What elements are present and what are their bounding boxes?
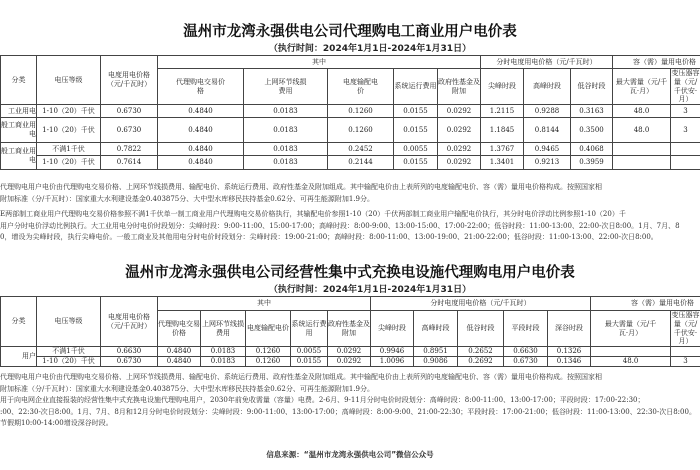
value-cell	[591, 347, 671, 357]
value-cell: 0.0055	[291, 347, 328, 357]
voltage-cell: 不满1千伏	[37, 347, 101, 357]
value-cell: 48.0	[613, 105, 671, 118]
header-transmission: 电度输配电价	[328, 69, 394, 105]
note-line: 用户分时电价浮动比例执行。大工业用电分时电价时段划分：尖峰时段：9:00-11:00、15:00-17:00；高峰时段：8:00-9:00、13:00-15:00、17:00-22:00；低谷时段：11:00-13:00、22:00-次日8:00。1月、7月、8	[0, 221, 680, 230]
value-cell: 0.7822	[101, 143, 158, 156]
value-cell: 0.0155	[394, 105, 438, 118]
header-of-which: 其中	[158, 56, 481, 69]
header-tou: 分时电度用电价格（元/千瓦时）	[371, 297, 591, 311]
value-cell: 0.0292	[438, 143, 481, 156]
voltage-cell: 1-10（20）千伏	[37, 356, 101, 366]
value-cell	[613, 143, 671, 156]
value-cell: 0.9086	[414, 356, 458, 366]
header-voltage: 电压等级	[37, 56, 101, 105]
value-cell: 0.0183	[244, 143, 328, 156]
table-row	[1, 118, 700, 143]
header-flat: 平段时段	[504, 311, 548, 347]
header-peak: 尖峰时段	[481, 69, 524, 105]
value-cell: 0.0292	[328, 356, 371, 366]
header-capacity: 容（需）量用电价格	[613, 56, 700, 69]
table-row	[1, 356, 700, 366]
value-cell: 0.9946	[371, 347, 414, 357]
table2-title: 温州市龙湾永强供电公司经营性集中式充换电设施代理购电用户电价表	[125, 265, 575, 281]
value-cell: 0.6730	[101, 356, 158, 366]
value-cell: 0.0292	[438, 118, 481, 143]
value-cell: 0.0155	[394, 156, 438, 170]
value-cell: 3	[671, 105, 700, 118]
value-cell: 0.0292	[328, 347, 371, 357]
value-cell: 0.2144	[328, 156, 394, 170]
header-deep: 深谷时段	[548, 311, 591, 347]
value-cell: 1.2115	[481, 105, 524, 118]
header-high: 高峰时段	[414, 311, 458, 347]
value-cell: 0.2452	[328, 143, 394, 156]
category-cell: 工业用电	[1, 105, 37, 118]
voltage-cell: 1-10（20）千伏	[37, 105, 101, 118]
voltage-cell: 不满1千伏	[37, 143, 101, 156]
table-row	[1, 156, 700, 170]
header-of-which: 其中	[158, 297, 371, 311]
header-system: 系统运行费用	[394, 69, 438, 105]
note-line: 附加标准（分/千瓦时）：国家重大水利建设基金0.403875分、大中型水库移民扶持基金0.62分、可再生能源附加1.9分。	[0, 194, 374, 203]
value-cell: 0.4840	[158, 156, 244, 170]
value-cell: 1.1845	[481, 118, 524, 143]
note-line: 节假期10:00-14:00增设深谷时段。	[0, 419, 113, 427]
table1-period: （执行时间：2024年1月1日-2024年1月31日）	[268, 44, 472, 54]
header-voltage: 电压等级	[37, 297, 101, 347]
value-cell: 0.1260	[328, 105, 394, 118]
value-cell	[671, 347, 700, 357]
value-cell: 0.8951	[414, 347, 458, 357]
value-cell	[613, 156, 671, 170]
value-cell: 0.4840	[158, 347, 201, 357]
header-transformer: 变压器容量（元/千伏安·月）	[671, 311, 700, 346]
table-row	[1, 143, 700, 156]
header-max-demand: 最大需量（元/千瓦·月）	[591, 311, 671, 347]
header-tou: 分时电度用电价格（元/千瓦时）	[481, 56, 613, 69]
header-price: 电度用电价格（元/千瓦时）	[101, 297, 158, 347]
value-cell: 0.9465	[524, 143, 571, 156]
value-cell: 0.0183	[244, 156, 328, 170]
voltage-cell: 1-10（20）千伏	[37, 118, 101, 143]
value-cell: 0.0183	[244, 105, 328, 118]
header-peak: 尖峰时段	[371, 311, 414, 347]
value-cell: 0.4068	[571, 143, 613, 156]
table2-price-table	[0, 296, 700, 367]
value-cell: 0.6630	[504, 347, 548, 357]
table1-price-table	[0, 55, 700, 170]
value-cell: 0.9288	[524, 105, 571, 118]
note-line: 0，增设为尖峰时段，执行尖峰电价。一般工商业及其他用电分时电价时段划分：尖峰时段：19:00-21:00；高峰时段：8:00-11:00、13:00-19:00、21:00-22:00；低谷时段：11:00-13:00、22:00-次日8:00。	[0, 233, 658, 241]
note-line: :00、22:30-次日8:00。1月、7月、8月和12月分时电价时段划分：尖峰时段：9:00-11:00、13:00-17:00；高峰时段：8:00-9:00、21:00-22:30；平段时段：17:00-21:00；低谷时段：11:00-13:00、22:30-次日8:00。	[0, 407, 696, 416]
header-low: 低谷时段	[571, 69, 613, 105]
value-cell: 0.6630	[101, 347, 158, 357]
category-cell: 般工商业用电	[1, 143, 37, 170]
value-cell: 0.0292	[438, 105, 481, 118]
category-cell: 般工商业用电	[1, 118, 37, 143]
value-cell: 0.0292	[438, 156, 481, 170]
value-cell: 0.4840	[158, 356, 201, 366]
value-cell: 0.2652	[458, 347, 504, 357]
value-cell	[671, 143, 700, 156]
voltage-cell: 1-10（20）千伏	[37, 156, 101, 170]
value-cell: 0.2692	[458, 356, 504, 366]
note-line: 代理购电用户电价由代理购电交易价格、上网环节线损费用、输配电价、系统运行费用、政府性基金及附加组成。其中输配电价由上表所列的电度输配电价、容（需）量用电价格构成。按照国家相	[0, 373, 602, 381]
value-cell: 0.0055	[394, 143, 438, 156]
note-line: 代理购电用户电价由代理购电交易价格、上网环节线损费用、输配电价、系统运行费用、政府性基金及附加组成。其中输配电价由上表所列的电度输配电价、容（需）量用电价格构成。按照国家相	[0, 183, 602, 191]
value-cell: 0.0183	[201, 356, 246, 366]
value-cell: 0.0183	[244, 118, 328, 143]
value-cell: 0.3163	[571, 105, 613, 118]
header-loss: 上网环节线损费用	[201, 311, 246, 347]
value-cell: 0.7614	[101, 156, 158, 170]
value-cell: 0.3959	[571, 156, 613, 170]
header-fund: 政府性基金及附加	[328, 311, 371, 347]
value-cell: 0.4840	[158, 105, 244, 118]
value-cell: 48.0	[591, 356, 671, 366]
header-high: 高峰时段	[524, 69, 571, 105]
value-cell: 3	[671, 118, 700, 143]
table1-title: 温州市龙湾永强供电公司代理购电工商业用户电价表	[183, 24, 517, 40]
header-trade: 代理购电交易价格	[158, 69, 244, 105]
header-transmission: 电度输配电价	[246, 311, 291, 347]
value-cell: 0.0183	[201, 347, 246, 357]
header-price: 电度用电价格（元/千瓦时）	[101, 56, 158, 105]
value-cell: 0.6730	[101, 105, 158, 118]
value-cell: 0.1346	[548, 356, 591, 366]
header-transformer: 变压器容量（元/千伏安·月）	[671, 69, 700, 104]
value-cell: 0.8144	[524, 118, 571, 143]
table-row	[1, 347, 700, 357]
header-loss: 上网环节线损费用	[244, 69, 328, 105]
value-cell: 0.9213	[524, 156, 571, 170]
value-cell: 0.0155	[394, 118, 438, 143]
header-system: 系统运行费用	[291, 311, 328, 347]
value-cell: 3	[671, 356, 700, 366]
value-cell: 0.4840	[158, 118, 244, 143]
value-cell: 1.3767	[481, 143, 524, 156]
value-cell: 0.1326	[548, 347, 591, 357]
note-line: 附加标准（分/千瓦时）：国家重大水利建设基金0.403875分、大中型水库移民扶持基金0.62分、可再生能源附加1.9分。	[0, 384, 374, 393]
table2-notes	[0, 372, 700, 430]
category-cell: 用户	[1, 347, 37, 367]
value-cell: 0.1260	[246, 347, 291, 357]
note-line: E两部制工商业用户代理购电交易价格参照不满1千伏单一制工商业用户代理购电交易价格执行，其输配电价参照1-10（20）千伏两部制工商业用户输配电价执行，其分时电价浮动比例参照1-10（20）千	[0, 210, 626, 218]
header-category: 分类	[1, 297, 37, 347]
value-cell: 0.1260	[328, 118, 394, 143]
value-cell: 48.0	[613, 118, 671, 143]
value-cell: 0.6730	[504, 356, 548, 366]
value-cell: 0.3500	[571, 118, 613, 143]
value-cell: 1.0096	[371, 356, 414, 366]
value-cell: 1.3401	[481, 156, 524, 170]
header-fund: 政府性基金及附加	[438, 69, 481, 105]
info-source: 信息来源：“温州市龙湾永强供电公司”微信公众号	[266, 450, 434, 459]
header-trade: 代理购电交易价格	[158, 311, 201, 347]
table2-period: （执行时间：2024年1月1日-2024年1月31日）	[268, 285, 472, 295]
table-row	[1, 105, 700, 118]
header-capacity: 容（需）量用电价格	[591, 297, 700, 311]
table1-notes	[0, 182, 700, 244]
header-low: 低谷时段	[458, 311, 504, 347]
value-cell: 0.4840	[158, 143, 244, 156]
header-max-demand: 最大需量（元/千瓦·月）	[613, 69, 671, 105]
value-cell	[671, 156, 700, 170]
value-cell: 0.6730	[101, 118, 158, 143]
note-line: 用于向电网企业直接报装的经营性集中式充换电设施代理购电用户，2030年前免收需量（容量）电费。2-6月、9-11月分时电价时段划分：高峰时段：8:00-11:00、13:00-17:00；平段时段：17:00-22:30；	[0, 396, 645, 404]
value-cell: 0.1260	[246, 356, 291, 366]
header-category: 分类	[1, 56, 37, 105]
value-cell: 0.0155	[291, 356, 328, 366]
